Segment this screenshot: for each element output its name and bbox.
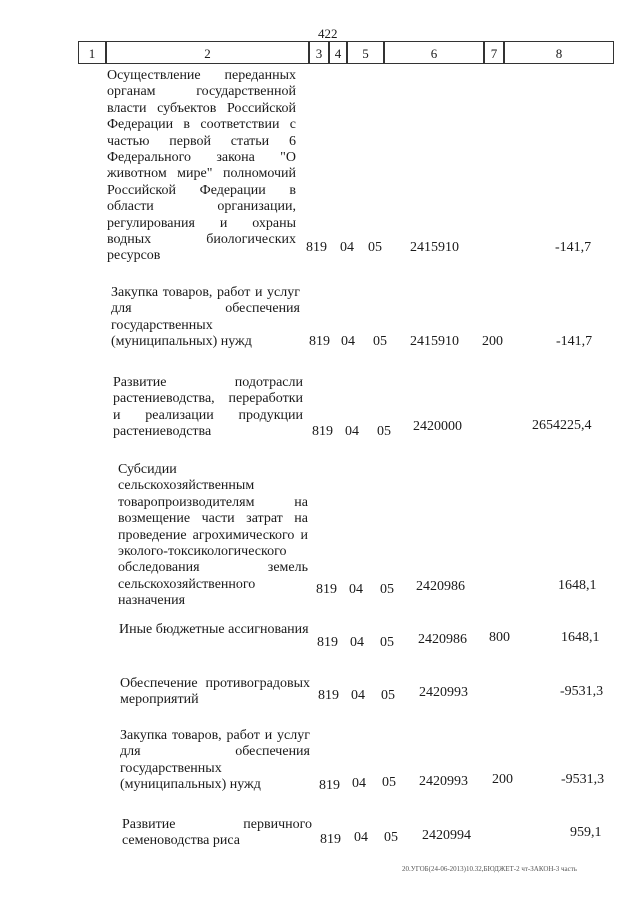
cell-col3: 819: [316, 582, 337, 597]
column-header: 1: [78, 41, 106, 64]
cell-col5: 05: [373, 334, 387, 349]
cell-col8: 1648,1: [558, 578, 597, 593]
cell-col7: 200: [492, 772, 513, 787]
cell-col8: 959,1: [570, 825, 602, 840]
cell-col4: 04: [352, 776, 366, 791]
cell-col6: 2420993: [419, 685, 468, 700]
cell-col5: 05: [368, 240, 382, 255]
cell-col6: 2420000: [413, 419, 462, 434]
cell-col8: 2654225,4: [532, 418, 592, 433]
cell-col3: 819: [309, 334, 330, 349]
cell-col5: 05: [380, 635, 394, 650]
cell-col5: 05: [381, 688, 395, 703]
cell-col6: 2420986: [418, 632, 467, 647]
cell-col4: 04: [354, 830, 368, 845]
cell-col4: 04: [341, 334, 355, 349]
row-description: Субсидии сельскохозяйственным товаропроизводителям на возмещение части затрат на проведение агрохимического и эколого-токсикологического обследования земель сельскохозяйственного назначения: [118, 462, 308, 609]
row-description: Обеспечение противоградовых мероприятий: [120, 676, 310, 708]
row-description: Осуществление переданных органам государственной власти субъектов Российской Федерации в соответствии с частью первой статьи 6 Федерального закона "О животном мире" полномочий Российской Федерации в области организации, регулирования и охраны водных биологических ресурсов: [107, 68, 296, 264]
cell-col4: 04: [340, 240, 354, 255]
page-number: 422: [318, 26, 338, 41]
cell-col7: 200: [482, 334, 503, 349]
cell-col8: -9531,3: [560, 684, 604, 699]
cell-col5: 05: [377, 424, 391, 439]
cell-col3: 819: [319, 778, 340, 793]
cell-col8: -141,7: [556, 334, 593, 349]
row-description: Закупка товаров, работ и услуг для обеспечения государственных (муниципальных) нужд: [120, 728, 310, 793]
column-header: 8: [504, 41, 614, 64]
column-header: 2: [106, 41, 309, 64]
column-header: 7: [484, 41, 504, 64]
cell-col3: 819: [306, 240, 327, 255]
column-header: 4: [329, 41, 347, 64]
cell-col8: 1648,1: [561, 630, 600, 645]
cell-col6: 2420994: [422, 828, 471, 843]
row-description: Развитие первичного семеноводства риса: [122, 817, 312, 849]
cell-col8: -141,7: [555, 240, 592, 255]
cell-col3: 819: [320, 832, 341, 847]
cell-col6: 2415910: [410, 240, 459, 255]
row-description: Развитие подотрасли растениеводства, переработки и реализации продукции растениеводства: [113, 375, 303, 440]
cell-col4: 04: [351, 688, 365, 703]
cell-col5: 05: [384, 830, 398, 845]
cell-col4: 04: [345, 424, 359, 439]
row-description: Иные бюджетные ассигнования: [119, 622, 309, 637]
cell-col3: 819: [318, 688, 339, 703]
column-header: 3: [309, 41, 329, 64]
cell-col5: 05: [380, 582, 394, 597]
column-header: 6: [384, 41, 484, 64]
cell-col3: 819: [312, 424, 333, 439]
cell-col4: 04: [349, 582, 363, 597]
cell-col4: 04: [350, 635, 364, 650]
cell-col6: 2420993: [419, 774, 468, 789]
cell-col6: 2420986: [416, 579, 465, 594]
row-description: Закупка товаров, работ и услуг для обеспечения государственных (муниципальных) нужд: [111, 285, 300, 350]
cell-col8: -9531,3: [561, 772, 605, 787]
column-header: 5: [347, 41, 384, 64]
table-header-row: [78, 41, 614, 66]
cell-col7: 800: [489, 630, 510, 645]
cell-col5: 05: [382, 775, 396, 790]
cell-col6: 2415910: [410, 334, 459, 349]
cell-col3: 819: [317, 635, 338, 650]
footer-note: 20.УГОБ(24-06-2013)10.32,БЮДЖЕТ-2 чт-ЗАКОН-3 часть: [402, 865, 577, 873]
